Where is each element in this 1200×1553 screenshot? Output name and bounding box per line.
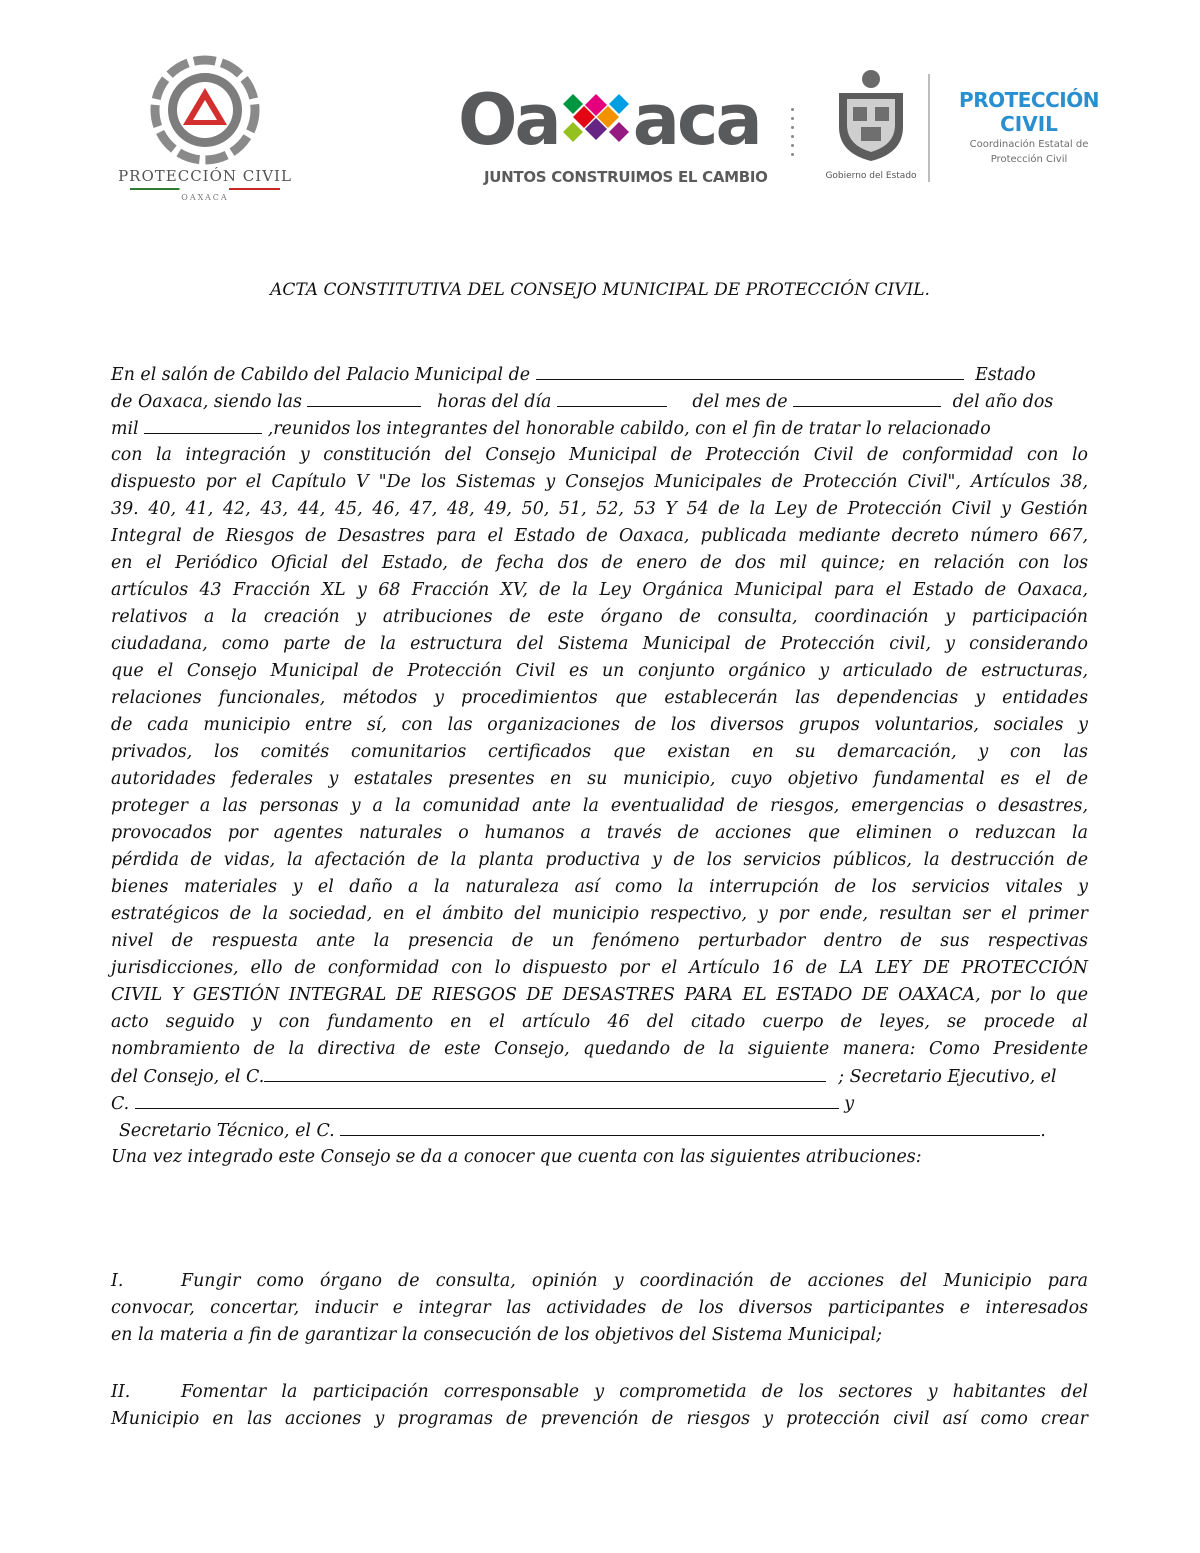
document-title: ACTA CONSTITUTIVA DEL CONSEJO MUNICIPAL DE PROTECCIÓN CIVIL. [270,280,930,300]
state-seal-icon [831,65,911,163]
body-line: Una vez integrado este Consejo se da a conocer que cuenta con las siguientes atribuciones: [111,1147,922,1167]
list-line: Municipio en las acciones y programas de prevención de riesgos y protección civil así como crear [111,1409,1088,1429]
body-line: en el Periódico Oficial del Estado, de fecha dos de enero de dos mil quince; en relación con los [111,553,1088,573]
body-line: dispuesto por el Capítulo V "De los Sistemas y Consejos Municipales de Protección Civil", Artículos 38, [111,472,1088,492]
text-segment: Secretario Técnico, el C. [119,1121,335,1141]
coordinacion-estatal-logo [944,88,1114,166]
body-line: autoridades federales y estatales presentes en su municipio, cuyo objetivo fundamental es el de [111,769,1088,789]
body-line: relaciones funcionales, métodos y procedimientos que establecerán las dependencias y entidades [111,688,1088,708]
pc-logo-tricolor-rule [130,188,280,190]
body-line: de cada municipio entre sí, con las organizaciones de los diversos grupos voluntarios, sociales y [111,715,1088,735]
body-line: bienes materiales y el daño a la naturaleza así como la interrupción de los servicios vitales y [111,877,1088,897]
oaxaca-word-right: aca [632,79,760,161]
body-line: ciudadana, como parte de la estructura del Sistema Municipal de Protección civil, y considerando [111,634,1088,654]
text-segment: horas del día [436,392,552,412]
text-segment: Estado [975,365,1036,385]
pc-text-line3: Coordinación Estatal de [969,139,1089,150]
body-line [111,1117,1088,1144]
list-line: en la materia a fin de garantizar la consecución de los objetivos del Sistema Municipal; [111,1325,882,1345]
list-line [111,1268,1088,1295]
text-segment: Fomentar la participación corresponsable y comprometida de los sectores y habitantes del [181,1382,1088,1402]
text-segment: . [1040,1121,1046,1141]
body-line: nivel de respuesta ante la presencia de un fenómeno perturbador dentro de sus respectivas [111,931,1088,951]
text-segment: ; Secretario Ejecutivo, el [838,1067,1057,1087]
body-line [111,361,1088,388]
body-line [111,1063,1088,1090]
municipality-blank[interactable] [536,361,964,380]
text-segment: En el salón de Cabildo del Palacio Municipal de [111,365,530,385]
pc-text-line4: Protección Civil [990,154,1068,165]
executive-secretary-blank[interactable] [135,1090,839,1109]
list-line: convocar, concertar, inducir e integrar las actividades de los diversos participantes e interesados [111,1298,1088,1318]
president-name-blank[interactable] [264,1063,826,1082]
body-line [111,1090,1088,1117]
body-line [111,388,1088,415]
text-segment: del año dos [952,392,1054,412]
proteccion-civil-logo [100,55,310,205]
body-line: pérdida de vidas, la afectación de la planta productiva y de los servicios públicos, la destrucción de [111,850,1088,870]
text-segment: ,reunidos los integrantes del honorable cabildo, con el fin de tratar lo relacionado [267,419,991,439]
body-line: estratégicos de la sociedad, en el ámbito del municipio respectivo, y por ende, resultan ser el primer [111,904,1088,924]
body-line: con la integración y constitución del Consejo Municipal de Protección Civil de conformidad con lo [111,445,1088,465]
body-line: jurisdicciones, ello de conformidad con lo dispuesto por el Artículo 16 de LA LEY DE PROTECCIÓN [111,958,1088,978]
hours-blank[interactable] [307,388,421,407]
body-line: provocados por agentes naturales o humanos a través de acciones que eliminen o reduzcan la [111,823,1088,843]
oaxaca-word-left: Oa [458,79,559,161]
document-body [111,361,1088,1171]
text-segment: mil [111,419,139,439]
day-blank[interactable] [557,388,667,407]
text-segment: del mes de [692,392,788,412]
month-blank[interactable] [793,388,941,407]
pc-text-line2: CIVIL [1000,112,1058,136]
oaxaca-wordmark [458,80,760,160]
text-segment: Fungir como órgano de consulta, opinión y coordinación de acciones del Municipio para [181,1271,1088,1291]
state-seal-caption: Gobierno del Estado [825,171,917,181]
pc-logo-state: OAXACA [181,193,229,202]
attribution-item-2 [111,1379,1088,1433]
technical-secretary-blank[interactable] [340,1117,1040,1136]
body-line [111,415,1088,442]
pc-logo-name: PROTECCIÓN CIVIL [118,167,292,185]
text-segment: del Consejo, el C. [111,1067,265,1087]
body-line: relativos a la creación y atribuciones de este órgano de consulta, coordinación y participación [111,607,1088,627]
body-line: artículos 43 Fracción XL y 68 Fracción XV, de la Ley Orgánica Municipal para el Estado de Oaxaca, [111,580,1088,600]
body-line: privados, los comités comunitarios certificados que existan en su demarcación, y con las [111,742,1088,762]
list-number: II. [111,1382,131,1402]
oaxaca-slogan: JUNTOS CONSTRUIMOS EL CAMBIO [484,168,768,186]
year-blank[interactable] [144,415,262,434]
attribution-item-1 [111,1268,1088,1349]
logo-vertical-divider [928,74,930,182]
body-line: Integral de Riesgos de Desastres para el Estado de Oaxaca, publicada mediante decreto número 667, [111,526,1088,546]
body-line: CIVIL Y GESTIÓN INTEGRAL DE RIESGOS DE DESASTRES PARA EL ESTADO DE OAXACA, por lo que [111,985,1088,1005]
body-line: que el Consejo Municipal de Protección Civil es un conjunto orgánico y articulado de estructuras, [111,661,1088,681]
text-segment: de Oaxaca, siendo las [111,392,302,412]
state-government-seal [816,65,926,185]
list-number: I. [111,1271,124,1291]
oaxaca-x-mark-icon [561,88,631,148]
pc-text-line1: PROTECCIÓN [959,88,1099,112]
body-line: proteger a las personas y a la comunidad ante la eventualidad de riesgos, emergencias o desastres, [111,796,1088,816]
text-segment: y [844,1094,855,1114]
body-line: 39. 40, 41, 42, 43, 44, 45, 46, 47, 48, 49, 50, 51, 52, 53 Y 54 de la Ley de Protección Civil y Gestión [111,499,1088,519]
list-line [111,1379,1088,1406]
body-line: nombramiento de la directiva de este Consejo, quedando de la siguiente manera: Como Presidente [111,1039,1088,1059]
text-segment: C. [111,1094,130,1114]
oaxaca-logo [458,80,778,190]
logo-separator-dots [790,108,796,164]
civil-protection-emblem-icon [150,55,260,165]
body-line: acto seguido y con fundamento en el artículo 46 del citado cuerpo de leyes, se procede al [111,1012,1088,1032]
